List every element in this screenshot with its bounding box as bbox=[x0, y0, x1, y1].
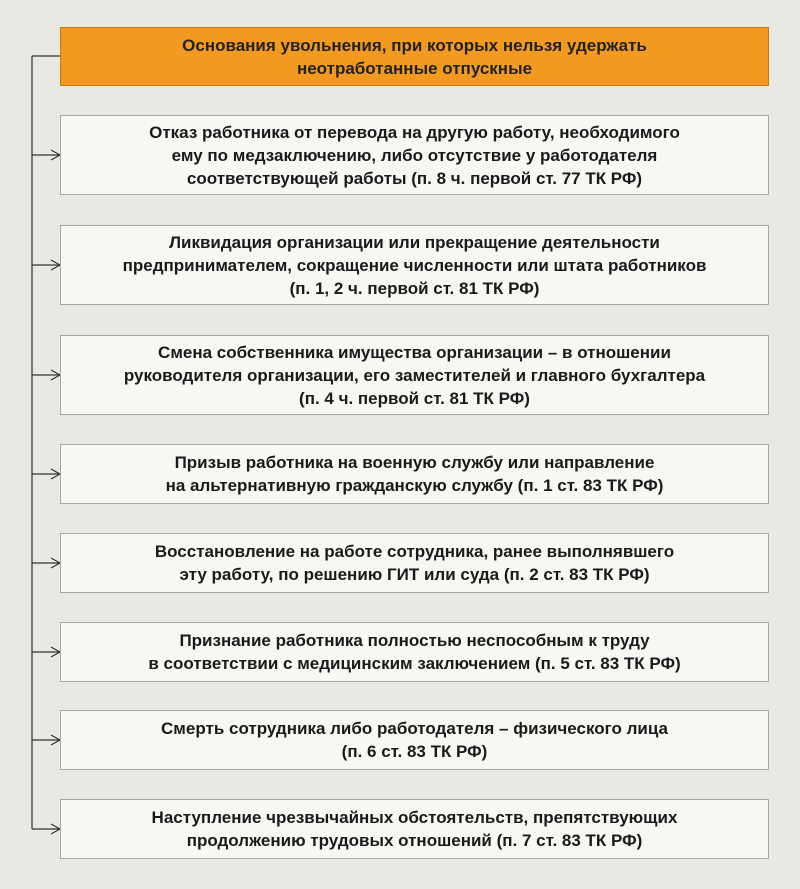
item-7-line-1: Смерть сотрудника либо работодателя – физического лица bbox=[161, 719, 668, 738]
arrow-3-head bbox=[51, 370, 60, 380]
item-3-line-1: Смена собственника имущества организации – в отношении bbox=[158, 342, 671, 362]
arrow-2-head bbox=[51, 260, 60, 270]
header-line-1: Основания увольнения, при которых нельзя удержать bbox=[182, 35, 647, 55]
item-1-line-2: ему по медзаключению, либо отсутствие у работодателя bbox=[171, 145, 658, 165]
item-box-2 bbox=[60, 225, 769, 305]
arrow-4-head bbox=[51, 469, 60, 479]
arrow-7-head bbox=[51, 735, 60, 745]
item-box-8 bbox=[60, 799, 769, 859]
item-box-5 bbox=[60, 533, 769, 593]
item-2-line-2: предпринимателем, сокращение численности или штата работников bbox=[122, 255, 707, 275]
item-3-line-2: руководителя организации, его заместителей и главного бухгалтера bbox=[123, 365, 706, 385]
item-8-line-2: продолжению трудовых отношений (п. 7 ст. 83 ТК РФ) bbox=[186, 831, 643, 850]
item-box-6 bbox=[60, 622, 769, 682]
item-box-4 bbox=[60, 444, 769, 504]
item-7-line-2: (п. 6 ст. 83 ТК РФ) bbox=[341, 742, 488, 761]
arrow-1-head bbox=[51, 150, 60, 160]
item-8-line-1: Наступление чрезвычайных обстоятельств, препятствующих bbox=[151, 808, 678, 827]
item-5-line-1: Восстановление на работе сотрудника, ранее выполнявшего bbox=[154, 542, 675, 561]
item-box-7 bbox=[60, 710, 769, 770]
item-1-line-1: Отказ работника от перевода на другую работу, необходимого bbox=[149, 122, 680, 142]
header-line-2: неотработанные отпускные bbox=[296, 58, 533, 78]
item-1-line-3: соответствующей работы (п. 8 ч. первой ст. 77 ТК РФ) bbox=[186, 168, 643, 188]
item-3-line-3: (п. 4 ч. первой ст. 81 ТК РФ) bbox=[299, 388, 530, 408]
item-box-1 bbox=[60, 115, 769, 195]
item-6-line-1: Признание работника полностью неспособным к труду bbox=[179, 631, 650, 650]
item-5-line-2: эту работу, по решению ГИТ или суда (п. 2 ст. 83 ТК РФ) bbox=[179, 565, 650, 584]
arrow-6-head bbox=[51, 647, 60, 657]
item-box-3 bbox=[60, 335, 769, 415]
item-6-line-2: в соответствии с медицинским заключением (п. 5 ст. 83 ТК РФ) bbox=[148, 654, 681, 673]
arrow-5-head bbox=[51, 558, 60, 568]
item-4-line-2: на альтернативную гражданскую службу (п. 1 ст. 83 ТК РФ) bbox=[165, 476, 664, 495]
item-2-line-1: Ликвидация организации или прекращение деятельности bbox=[169, 232, 660, 252]
header-box bbox=[60, 27, 769, 86]
item-2-line-3: (п. 1, 2 ч. первой ст. 81 ТК РФ) bbox=[289, 278, 540, 298]
item-4-line-1: Призыв работника на военную службу или направление bbox=[174, 453, 655, 472]
arrow-8-head bbox=[51, 824, 60, 834]
